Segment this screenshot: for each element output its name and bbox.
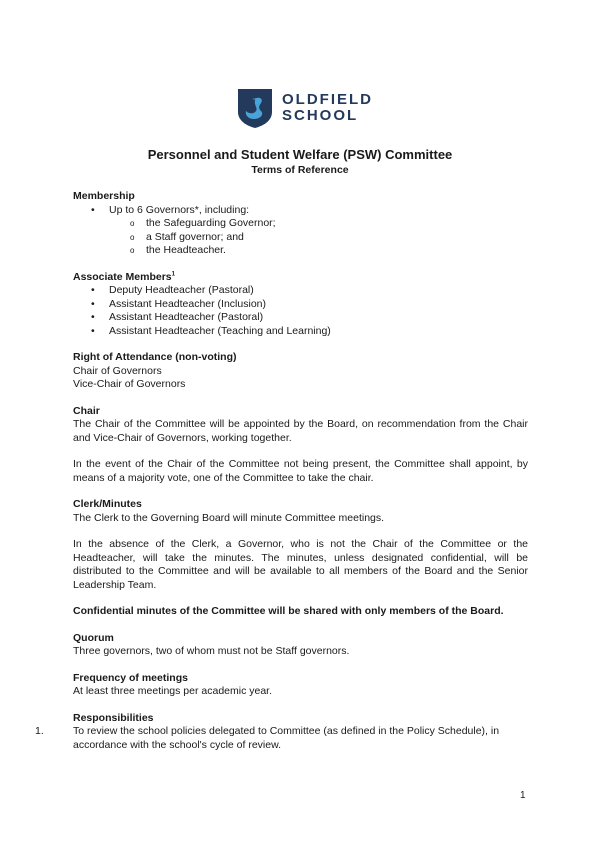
attendance-line: Vice-Chair of Governors xyxy=(73,378,186,390)
document-title: Personnel and Student Welfare (PSW) Committee xyxy=(147,147,453,162)
chair-paragraph: In the event of the Chair of the Committee not being present, the Committee shall appoint, by means of a majority vote, one of the Committee to take the chair. xyxy=(73,458,528,484)
responsibility-item xyxy=(35,725,528,752)
membership-item: • Up to 6 Governors*, including: xyxy=(89,204,528,218)
logo-wordmark xyxy=(282,92,373,124)
membership-subitem: o the Headteacher. xyxy=(126,244,528,258)
logo-line-2: SCHOOL xyxy=(282,107,359,124)
attendance-heading: Right of Attendance (non-voting) xyxy=(73,351,237,363)
logo-line-1: OLDFIELD xyxy=(282,91,373,108)
associate-list xyxy=(73,284,528,338)
associate-heading: Associate Members$^1$ xyxy=(73,270,175,283)
chair-paragraph: The Chair of the Committee will be appointed by the Board, on recommendation from the Chair and Vice-Chair of Governors, working together. xyxy=(73,418,528,444)
attendance-line: Chair of Governors xyxy=(73,364,162,377)
responsibility-number: 1. xyxy=(35,725,44,737)
membership-subitem: o a Staff governor; and xyxy=(126,231,528,245)
swan-crest-icon xyxy=(237,88,273,128)
frequency-heading: Frequency of meetings xyxy=(73,671,188,684)
membership-subitem: o the Safeguarding Governor; xyxy=(126,217,528,231)
responsibilities-heading: Responsibilities xyxy=(73,711,154,724)
associate-item: • Deputy Headteacher (Pastoral) xyxy=(89,284,528,298)
clerk-paragraph: The Clerk to the Governing Board will minute Committee meetings. xyxy=(73,511,385,524)
quorum-text: Three governors, two of whom must not be Staff governors. xyxy=(73,645,350,657)
associate-item: • Assistant Headteacher (Inclusion) xyxy=(89,298,528,312)
footnote-mark: 1 xyxy=(171,271,175,277)
school-logo xyxy=(237,88,373,128)
membership-list xyxy=(73,204,528,258)
document-subtitle: Terms of Reference xyxy=(251,164,349,176)
document-body xyxy=(35,190,528,752)
responsibility-text: To review the school policies delegated to Committee (as defined in the Policy Schedule), in accordance with the school's cycle of review. xyxy=(73,725,500,751)
associate-item: • Assistant Headteacher (Pastoral) xyxy=(89,311,528,325)
confidential-note: Confidential minutes of the Committee will be shared with only members of the Board. xyxy=(73,605,504,617)
quorum-heading: Quorum xyxy=(73,631,114,644)
associate-item: • Assistant Headteacher (Teaching and Learning) xyxy=(89,325,528,339)
chair-heading: Chair xyxy=(73,404,100,417)
clerk-heading: Clerk/Minutes xyxy=(73,498,142,510)
clerk-paragraph: In the absence of the Clerk, a Governor, who is not the Chair of the Committee or the Headteacher, will take the minutes. The minutes, unless designated confidential, will be distributed to the Committee and will be available to all members of the Board and the Senior Leadership Team. xyxy=(73,538,528,591)
page-number: 1 xyxy=(520,790,526,801)
membership-heading: Membership xyxy=(73,190,135,202)
frequency-text: At least three meetings per academic year. xyxy=(73,685,273,697)
